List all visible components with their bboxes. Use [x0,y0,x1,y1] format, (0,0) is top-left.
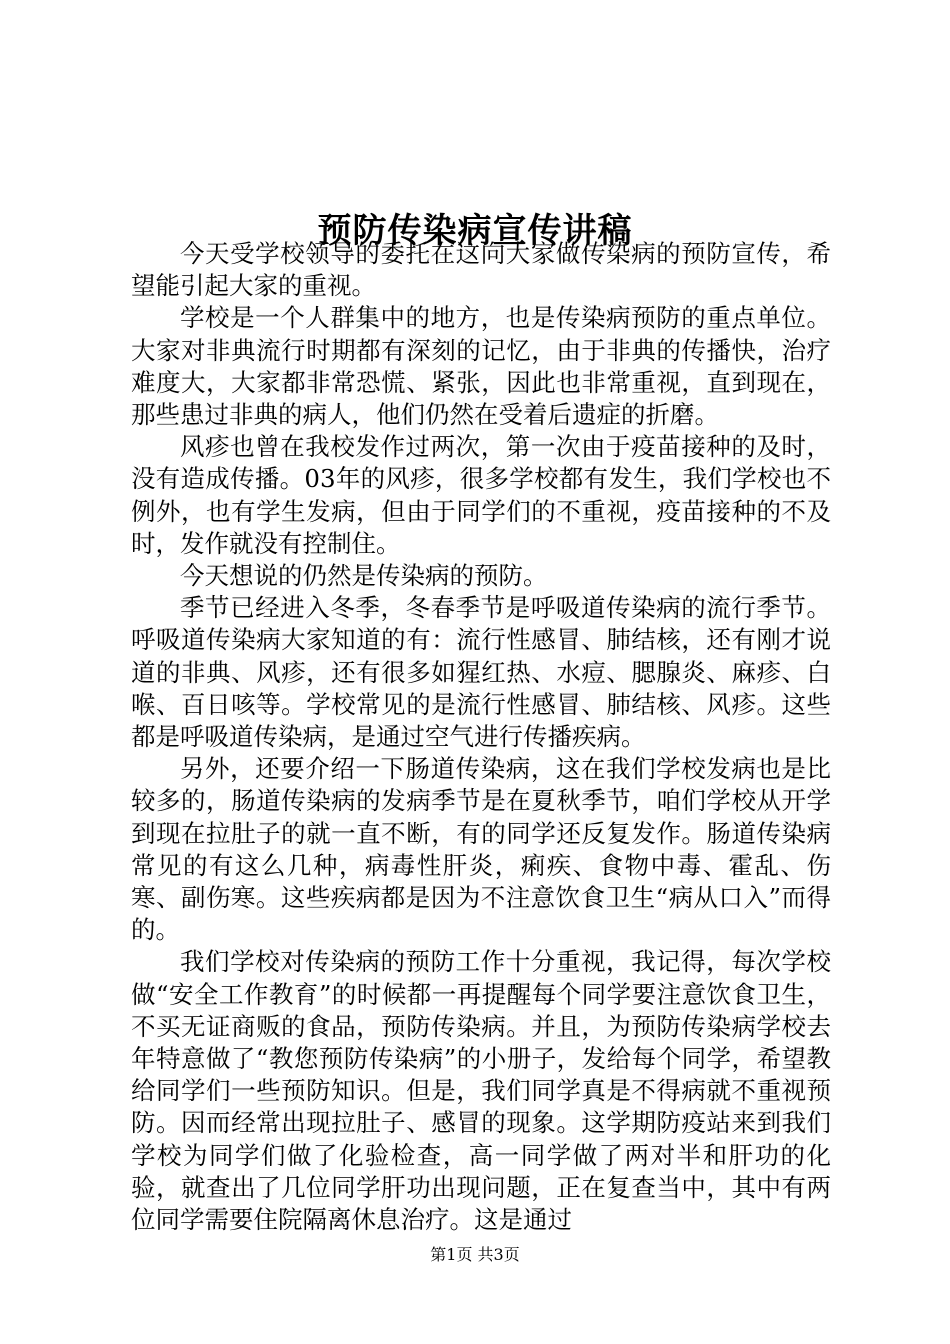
paragraph-7: 我们学校对传染病的预防工作十分重视，我记得，每次学校做“安全工作教育”的时候都一再提醒每个同学要注意饮食卫生，不买无证商贩的食品，预防传染病。并且，为预防传染病学校去年特意做了“教您预防传染病”的小册子，发给每个同学，希望教给同学们一些预防知识。但是，我们同学真是不得病就不重视预防。因而经常出现拉肚子、感冒的现象。这学期防疫站来到我们学校为同学们做了化验检查，高一同学做了两对半和肝功的化验，就查出了几位同学肝功出现问题，正在复查当中，其中有两位同学需要住院隔离休息治疗。这是通过 [131,947,831,1235]
page-number-footer: 第1页 共3页 [430,1245,520,1264]
document-body [131,238,831,1236]
paragraph-2: 学校是一个人群集中的地方，也是传染病预防的重点单位。大家对非典流行时期都有深刻的记忆，由于非典的传播快，治疗难度大，大家都非常恐慌、紧张，因此也非常重视，直到现在，那些患过非典的病人，他们仍然在受着后遗症的折磨。 [131,303,831,430]
paragraph-3: 风疹也曾在我校发作过两次，第一次由于疫苗接种的及时，没有造成传播。03年的风疹，很多学校都有发生，我们学校也不例外，也有学生发病，但由于同学们的不重视，疫苗接种的不及时，发作就没有控制住。 [131,432,831,558]
paragraph-6: 另外，还要介绍一下肠道传染病，这在我们学校发病也是比较多的，肠道传染病的发病季节是在夏秋季节，咱们学校从开学到现在拉肚子的就一直不断，有的同学还反复发作。肠道传染病常见的有这么几种，病毒性肝炎，痢疾、食物中毒、霍乱、伤寒、副伤寒。这些疾病都是因为不注意饮食卫生“病从口入”而得的。 [131,754,831,945]
paragraph-1: 今天受学校领导的委托在这向大家做传染病的预防宣传，希望能引起大家的重视。 [131,239,831,301]
paragraph-5: 季节已经进入冬季，冬春季节是呼吸道传染病的流行季节。呼吸道传染病大家知道的有：流行性感冒、肺结核，还有刚才说道的非典、风疹，还有很多如猩红热、水痘、腮腺炎、麻疹、白喉、百日咳等。学校常见的是流行性感冒、肺结核、风疹。这些都是呼吸道传染病，是通过空气进行传播疾病。 [131,593,831,752]
document-title: 预防传染病宣传讲稿 [317,210,633,251]
paragraph-4: 今天想说的仍然是传染病的预防。 [180,561,548,591]
